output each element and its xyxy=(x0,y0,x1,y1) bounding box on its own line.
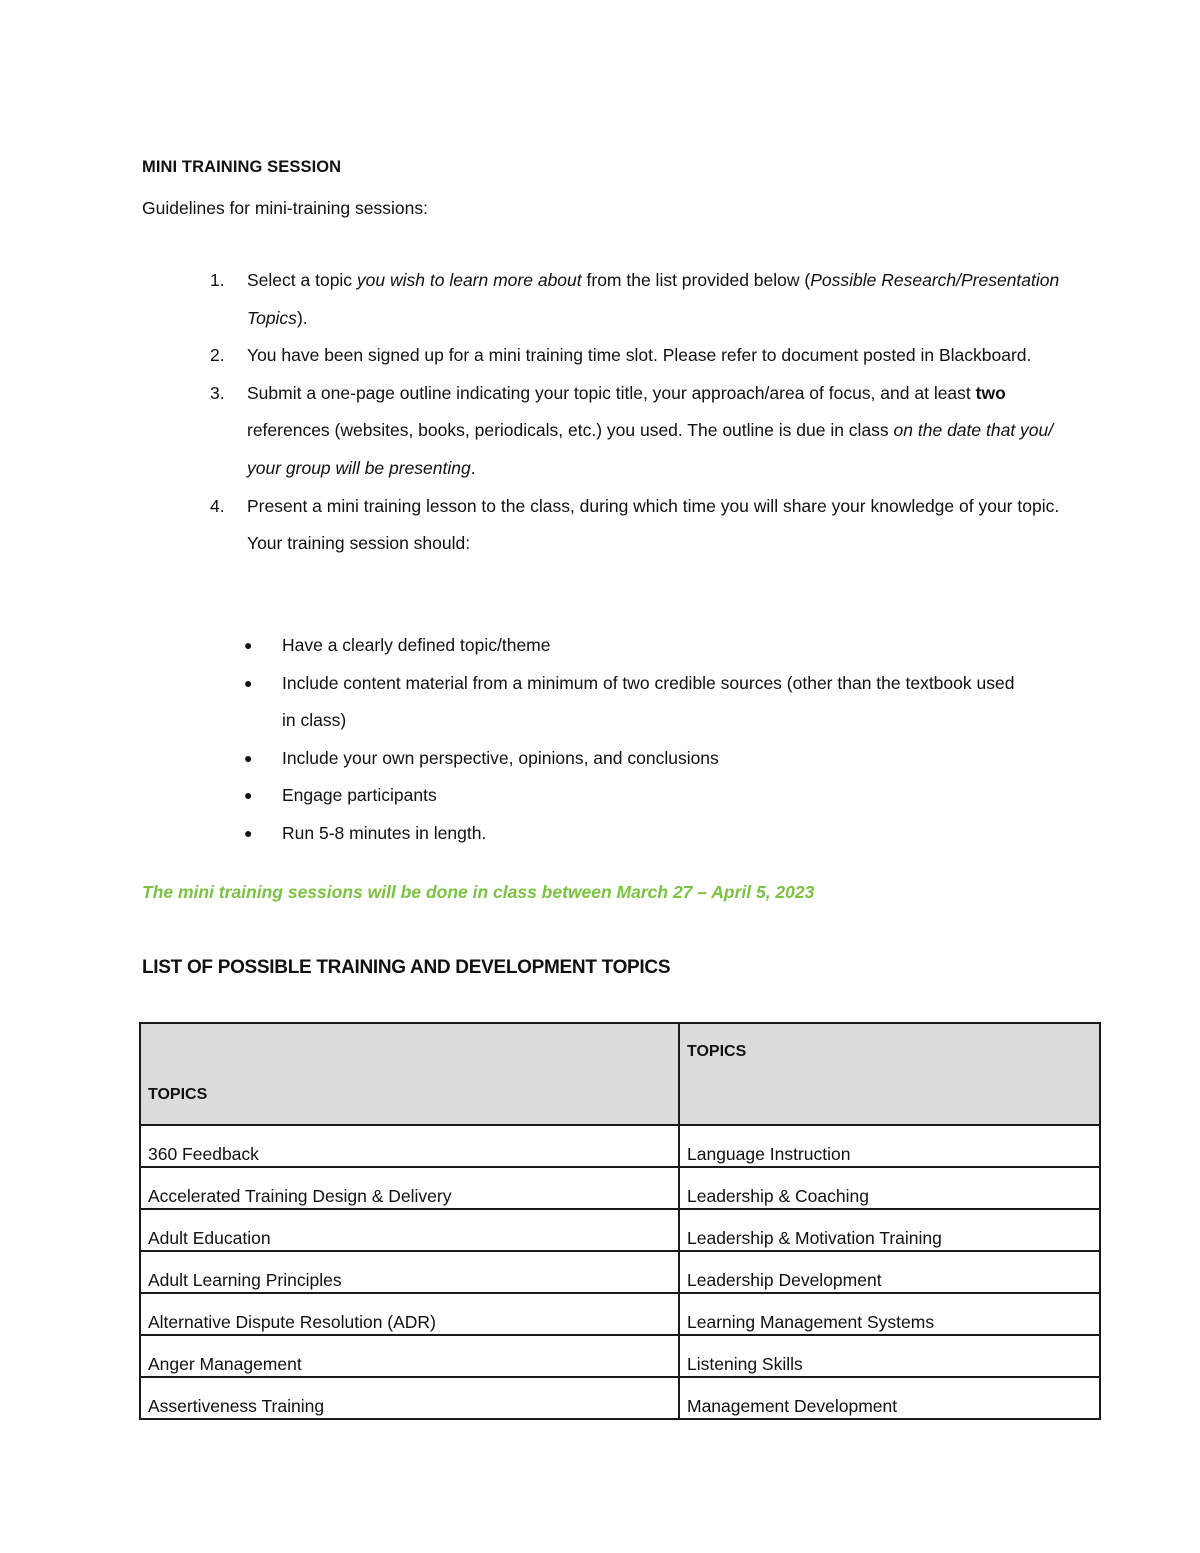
topic-cell: Management Development xyxy=(679,1377,1100,1419)
table-row xyxy=(140,1335,1100,1377)
topic-cell: Leadership Development xyxy=(679,1251,1100,1293)
step-text: two xyxy=(975,382,1006,403)
table-header-topics-right: TOPICS xyxy=(679,1023,1100,1125)
topics-table-header-row xyxy=(140,1023,1100,1125)
document-title: MINI TRAINING SESSION xyxy=(142,158,342,176)
step-text: . xyxy=(470,457,476,478)
step-text: from the list provided below ( xyxy=(581,270,811,290)
requirement-item xyxy=(242,777,1022,815)
table-row xyxy=(140,1377,1100,1419)
step-number: 3. xyxy=(210,382,225,403)
requirement-text: Include your own perspective, opinions, and conclusions xyxy=(282,747,719,768)
topic-cell: Learning Management Systems xyxy=(679,1293,1100,1335)
guidelines-steps-list xyxy=(210,262,1070,563)
guideline-step xyxy=(210,262,1070,337)
guideline-step xyxy=(210,375,1070,488)
topic-cell: Anger Management xyxy=(140,1335,679,1377)
session-requirements-list xyxy=(242,627,1022,853)
table-row xyxy=(140,1167,1100,1209)
guideline-step xyxy=(210,337,1070,375)
step-text: references (websites, books, periodicals, etc.) you used. The outline is due in class xyxy=(247,420,894,441)
step-text: Select a topic xyxy=(247,270,357,290)
step-number: 1. xyxy=(210,270,225,290)
topic-cell: Leadership & Coaching xyxy=(679,1167,1100,1209)
topic-cell: Assertiveness Training xyxy=(140,1377,679,1419)
table-row xyxy=(140,1251,1100,1293)
topic-cell: Adult Learning Principles xyxy=(140,1251,679,1293)
bullet-icon: ● xyxy=(244,749,253,766)
topics-list-heading: LIST OF POSSIBLE TRAINING AND DEVELOPMENT TOPICS xyxy=(142,957,671,978)
requirement-text: Have a clearly defined topic/theme xyxy=(282,635,551,655)
guideline-step xyxy=(210,488,1070,563)
topic-cell: 360 Feedback xyxy=(140,1125,679,1167)
requirement-item xyxy=(242,815,1022,853)
schedule-note: The mini training sessions will be done in class between March 27 – April 5, 2023 xyxy=(142,882,815,902)
table-row xyxy=(140,1125,1100,1167)
step-text: ). xyxy=(296,307,308,328)
topic-cell: Alternative Dispute Resolution (ADR) xyxy=(140,1293,679,1335)
table-header-topics-left: TOPICS xyxy=(140,1023,679,1125)
requirement-text: Run 5-8 minutes in length. xyxy=(282,822,487,843)
bullet-icon: ● xyxy=(244,637,253,653)
guidelines-intro: Guidelines for mini-training sessions: xyxy=(142,198,428,218)
topics-table xyxy=(139,1022,1101,1420)
requirement-item xyxy=(242,627,1022,665)
topic-cell: Leadership & Motivation Training xyxy=(679,1209,1100,1251)
topic-cell: Language Instruction xyxy=(679,1125,1100,1167)
step-number: 4. xyxy=(210,495,225,516)
table-row xyxy=(140,1293,1100,1335)
topic-cell: Accelerated Training Design & Delivery xyxy=(140,1167,679,1209)
step-text: you wish to learn more about xyxy=(356,270,582,290)
step-text: Possible Research/Presentation Topics xyxy=(247,270,1060,328)
requirement-text: Include content material from a minimum of two credible sources (other than the textbook used in class) xyxy=(282,672,1015,731)
table-row xyxy=(140,1209,1100,1251)
bullet-icon: ● xyxy=(244,824,253,841)
step-text: Submit a one-page outline indicating your topic title, your approach/area of focus, and at least xyxy=(247,382,976,403)
requirement-item xyxy=(242,665,1022,740)
topic-cell: Adult Education xyxy=(140,1209,679,1251)
step-number: 2. xyxy=(210,345,225,366)
requirement-text: Engage participants xyxy=(282,785,437,806)
step-text: You have been signed up for a mini training time slot. Please refer to document posted in Blackboard. xyxy=(247,345,1032,366)
topic-cell: Listening Skills xyxy=(679,1335,1100,1377)
step-text: Present a mini training lesson to the class, during which time you will share your knowledge of your topic. Your training session should: xyxy=(247,495,1060,554)
bullet-icon: ● xyxy=(244,787,253,804)
bullet-icon: ● xyxy=(244,674,253,691)
requirement-item xyxy=(242,740,1022,778)
step-text: on the date that you/ your group will be presenting xyxy=(247,420,1054,478)
